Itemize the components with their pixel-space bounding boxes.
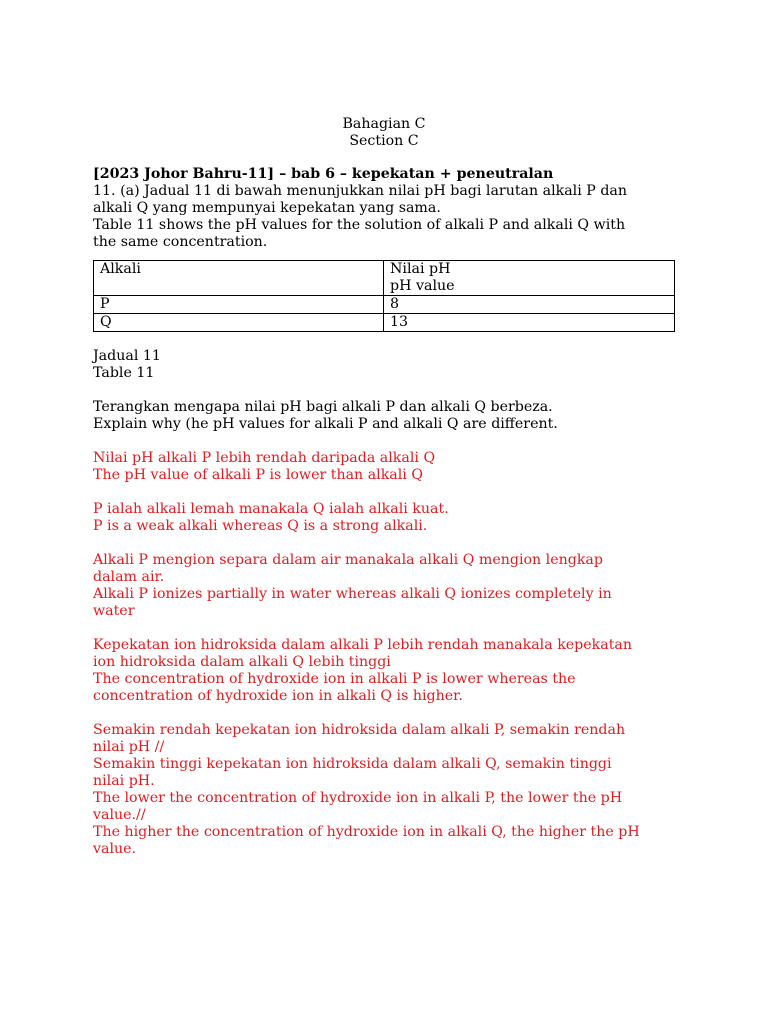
table-cell-alkali: Q (94, 314, 384, 332)
answer-line: Kepekatan ion hidroksida dalam alkali P lebih rendah manakala kepekatan (93, 637, 633, 653)
answer-line: nilai pH. (93, 773, 155, 789)
answer-line: The higher the concentration of hydroxide ion in alkali Q, the higher the pH (93, 824, 640, 840)
answer-line: ion hidroksida dalam alkali Q lebih tinggi (93, 654, 391, 670)
answer-line: value.// (93, 807, 146, 823)
section-heading-english: Section C (349, 133, 419, 149)
table-caption-malay: Jadual 11 (93, 348, 161, 364)
answer-line: Semakin tinggi kepekatan ion hidroksida dalam alkali Q, semakin tinggi (93, 756, 612, 772)
table-row (94, 296, 675, 314)
question-intro-line: Table 11 shows the pH values for the solution of alkali P and alkali Q with (93, 217, 626, 233)
table-caption-english: Table 11 (93, 365, 155, 381)
question-intro (93, 183, 678, 251)
question-prompt-english: Explain why (he pH values for alkali P and alkali Q are different. (93, 416, 558, 432)
question-prompt-malay: Terangkan mengapa nilai pH bagi alkali P dan alkali Q berbeza. (93, 399, 553, 415)
answer-line: Alkali P mengion separa dalam air manakala alkali Q mengion lengkap (93, 552, 603, 568)
answer-line: The lower the concentration of hydroxide ion in alkali P, the lower the pH (93, 790, 623, 806)
question-content (93, 166, 678, 858)
question-intro-line: 11. (a) Jadual 11 di bawah menunjukkan nilai pH bagi larutan alkali P dan (93, 183, 628, 199)
answer-block (93, 637, 678, 705)
answer-line: concentration of hydroxide ion in alkali Q is higher. (93, 688, 463, 704)
table-header-row (94, 261, 675, 296)
ph-values-table (93, 260, 675, 332)
answer-line: P ialah alkali lemah manakala Q ialah alkali kuat. (93, 501, 449, 517)
question-intro-line: alkali Q yang mempunyai kepekatan yang sama. (93, 200, 441, 216)
answer-line: dalam air. (93, 569, 165, 585)
answer-line: value. (93, 841, 137, 857)
answer-line: Alkali P ionizes partially in water whereas alkali Q ionizes completely in (93, 586, 612, 602)
answer-line: Nilai pH alkali P lebih rendah daripada alkali Q (93, 450, 436, 466)
table-cell-ph: 8 (384, 296, 675, 314)
answer-block (93, 552, 678, 620)
table-cell-alkali: P (94, 296, 384, 314)
answer-line: Semakin rendah kepekatan ion hidroksida dalam alkali P, semakin rendah (93, 722, 626, 738)
question-tag: [2023 Johor Bahru-11] – bab 6 – kepekatan + peneutralan (93, 166, 554, 182)
answer-line: The pH value of alkali P is lower than alkali Q (93, 467, 423, 483)
answer-block (93, 501, 678, 535)
table-header-alkali: Alkali (94, 261, 384, 296)
answer-block (93, 450, 678, 484)
table-header-ph-malay: Nilai pH (390, 261, 451, 277)
table-header-ph (384, 261, 675, 296)
table-header-ph-english: pH value (390, 278, 455, 294)
answer-line: P is a weak alkali whereas Q is a strong alkali. (93, 518, 428, 534)
table-row (94, 314, 675, 332)
answer-line: water (93, 603, 135, 619)
question-intro-line: the same concentration. (93, 234, 268, 250)
table-cell-ph: 13 (384, 314, 675, 332)
answer-line: nilai pH // (93, 739, 165, 755)
answer-block (93, 722, 678, 858)
section-heading-malay: Bahagian C (342, 116, 426, 132)
answer-line: The concentration of hydroxide ion in alkali P is lower whereas the (93, 671, 576, 687)
